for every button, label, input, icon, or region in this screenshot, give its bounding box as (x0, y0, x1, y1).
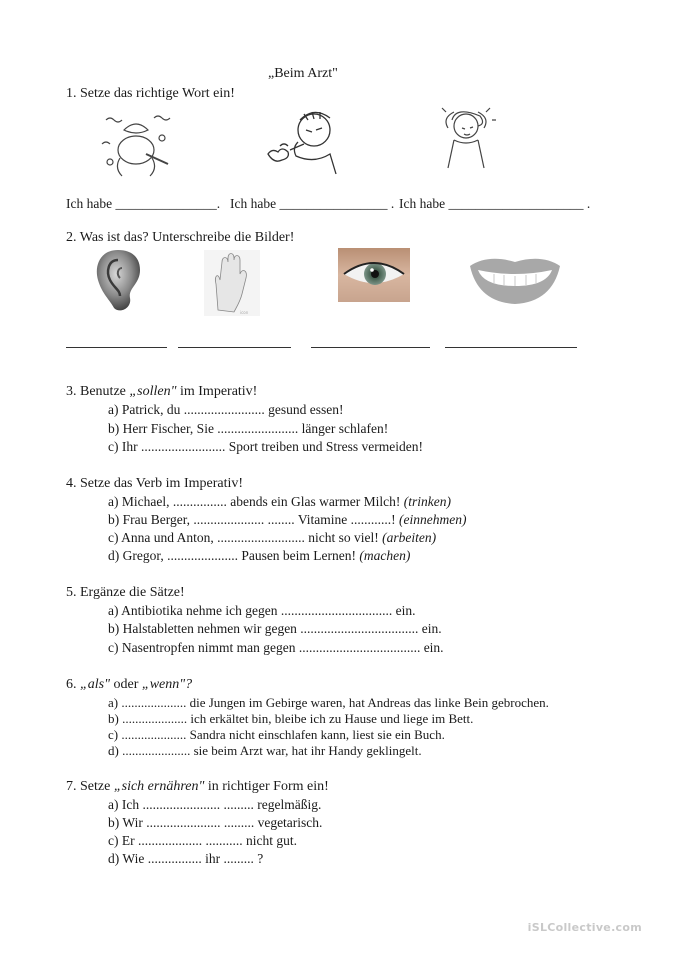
list-item: c) Nasentropfen nimmt man gegen .................................... ein. (108, 640, 444, 655)
verb-hint: (arbeiten) (382, 530, 437, 545)
mouth-image (468, 252, 562, 306)
heading-text: im Imperativ! (176, 384, 258, 399)
section-4-heading: 4. Setze das Verb im Imperativ! (66, 476, 244, 491)
section-2-heading: 2. Was ist das? Unterschreibe die Bilder! (66, 230, 295, 245)
list-item: b) Halstabletten nehmen wir gegen ................................... ein. (108, 621, 442, 636)
item-text: a) Michael, ................ abends ein Glas warmer Milch! (108, 494, 404, 509)
list-item: d) ..................... sie beim Arzt war, hat ihr Handy geklingelt. (108, 743, 422, 758)
section-5-heading: 5. Ergänze die Sätze! (66, 585, 185, 600)
list-item: c) Er ................... ........... nicht gut. (108, 833, 297, 848)
label-line-ear (66, 347, 167, 348)
verb-hint: (machen) (359, 548, 411, 563)
watermark-footer: iSLCollective.com (527, 921, 642, 934)
hand-image (204, 250, 260, 316)
section-1-heading: 1. Setze das richtige Wort ein! (66, 86, 235, 101)
list-item: b) Herr Fischer, Sie ........................ länger schlafen! (108, 421, 389, 436)
label-line-eye (311, 347, 430, 348)
item-text: c) Anna und Anton, .......................... nicht so viel! (108, 530, 383, 545)
list-item: a) Patrick, du ........................ gesund essen! (108, 402, 344, 417)
list-item: c) Ihr ......................... Sport treiben und Stress vermeiden! (108, 439, 423, 454)
item-text: b) Frau Berger, ..................... ........ Vitamine ............! (108, 512, 399, 527)
answer-3: Ich habe ____________________ . (399, 196, 591, 211)
heading-text: oder (110, 677, 142, 692)
answer-2: Ich habe ________________ . (230, 196, 395, 211)
section-3-heading (66, 384, 257, 400)
heading-emphasis: „wenn"? (141, 677, 193, 692)
list-item (108, 530, 436, 546)
stomach-ache-illustration (96, 110, 176, 182)
headache-illustration (430, 106, 504, 170)
ear-image (92, 248, 144, 312)
verb-hint: (trinken) (403, 494, 452, 509)
heading-text: 6. (66, 677, 80, 692)
heading-text: in richtiger Form ein! (204, 779, 329, 794)
heading-emphasis: „sich ernähren" (113, 779, 205, 794)
heading-emphasis: „als" (80, 677, 111, 692)
verb-hint: (einnehmen) (399, 512, 467, 527)
list-item: a) Antibiotika nehme ich gegen ................................. ein. (108, 603, 416, 618)
label-line-mouth (445, 347, 577, 348)
list-item: d) Wie ................ ihr ......... ? (108, 851, 264, 866)
eye-image (338, 248, 410, 302)
page-title: „Beim Arzt" (268, 66, 338, 81)
answer-1: Ich habe _______________. (66, 196, 221, 211)
list-item: b) .................... ich erkältet bin, bleibe ich zu Hause und liege im Bett. (108, 711, 474, 726)
list-item: a) .................... die Jungen im Gebirge waren, hat Andreas das linke Bein gebrochen. (108, 695, 549, 710)
list-item (108, 548, 410, 564)
heading-text: 7. Setze (66, 779, 114, 794)
section-6-heading (66, 677, 192, 693)
heading-emphasis: „sollen" (129, 384, 177, 399)
list-item: b) Wir ...................... ......... vegetarisch. (108, 815, 323, 830)
cold-cough-illustration (260, 106, 352, 176)
item-text: d) Gregor, ..................... Pausen beim Lernen! (108, 548, 360, 563)
list-item: c) .................... Sandra nicht einschlafen kann, liest sie ein Buch. (108, 727, 445, 742)
list-item (108, 494, 451, 510)
label-line-hand (178, 347, 291, 348)
list-item: a) Ich ....................... ......... regelmäßig. (108, 797, 322, 812)
svg-text:icon: icon (240, 310, 249, 315)
list-item (108, 512, 466, 528)
section-7-heading (66, 779, 329, 795)
heading-text: 3. Benutze (66, 384, 130, 399)
